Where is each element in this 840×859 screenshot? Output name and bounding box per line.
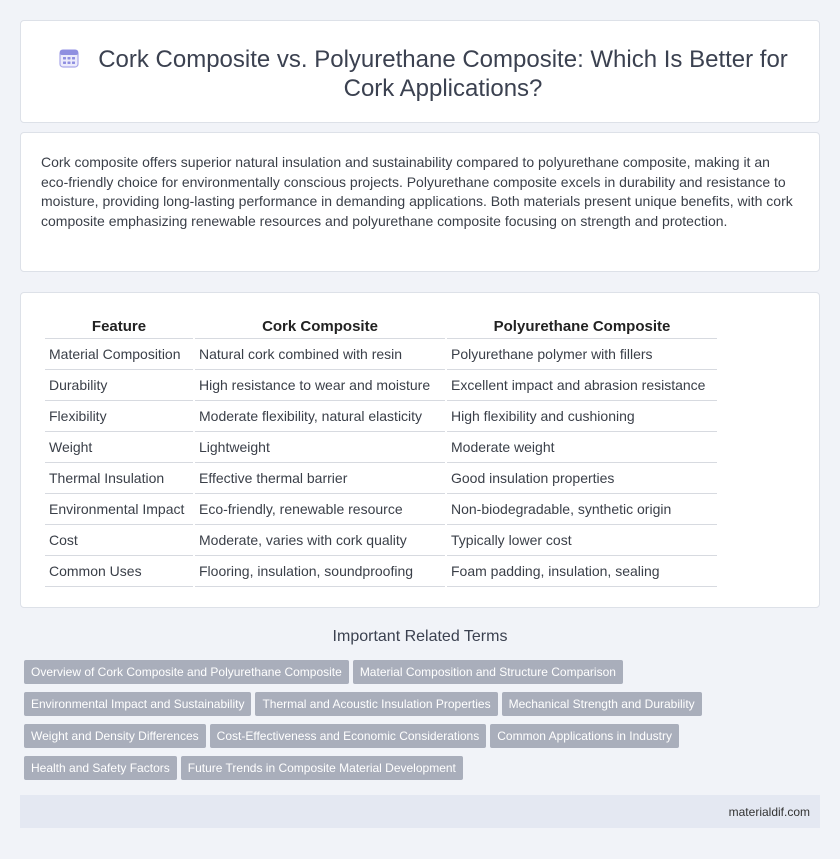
table-cell: Excellent impact and abrasion resistance	[447, 370, 717, 401]
related-term-tag[interactable]: Environmental Impact and Sustainability	[24, 692, 251, 716]
related-term-tag[interactable]: Weight and Density Differences	[24, 724, 206, 748]
related-term-tag[interactable]: Future Trends in Composite Material Development	[181, 756, 463, 780]
table-cell: Cost	[45, 525, 193, 556]
table-row	[45, 556, 717, 587]
table-cell: Material Composition	[45, 339, 193, 370]
related-term-tag[interactable]: Common Applications in Industry	[490, 724, 679, 748]
related-term-tag[interactable]: Material Composition and Structure Comparison	[353, 660, 623, 684]
table-cell: Natural cork combined with resin	[195, 339, 445, 370]
column-header: Polyurethane Composite	[447, 315, 717, 339]
table-row	[45, 401, 717, 432]
table-cell: Weight	[45, 432, 193, 463]
table-cell: Non-biodegradable, synthetic origin	[447, 494, 717, 525]
table-cell: Moderate flexibility, natural elasticity	[195, 401, 445, 432]
related-terms-list	[24, 660, 804, 788]
table-cell: Effective thermal barrier	[195, 463, 445, 494]
table-cell: High resistance to wear and moisture	[195, 370, 445, 401]
table-cell: Flooring, insulation, soundproofing	[195, 556, 445, 587]
table-row	[45, 370, 717, 401]
table-row	[45, 525, 717, 556]
table-cell: Moderate, varies with cork quality	[195, 525, 445, 556]
table-cell: Environmental Impact	[45, 494, 193, 525]
related-term-tag[interactable]: Cost-Effectiveness and Economic Considerations	[210, 724, 487, 748]
related-term-tag[interactable]: Mechanical Strength and Durability	[502, 692, 702, 716]
table-header-row	[45, 315, 717, 339]
table-cell: Thermal Insulation	[45, 463, 193, 494]
table-row	[45, 494, 717, 525]
table-cell: Common Uses	[45, 556, 193, 587]
table-cell: Lightweight	[195, 432, 445, 463]
related-term-tag[interactable]: Overview of Cork Composite and Polyurethane Composite	[24, 660, 349, 684]
column-header: Feature	[45, 315, 193, 339]
calendar-icon	[58, 47, 80, 69]
comparison-table	[43, 315, 719, 587]
table-cell: Foam padding, insulation, sealing	[447, 556, 717, 587]
table-row	[45, 339, 717, 370]
comparison-card	[20, 292, 820, 608]
intro-paragraph: Cork composite offers superior natural insulation and sustainability compared to polyurethane composite, making it an eco-friendly choice for environmentally conscious projects. Polyurethane composite excels in durability and resistance to moisture, providing long-lasting performance in demanding applications. Both materials present unique benefits, with cork composite emphasizing renewable resources and polyurethane composite focusing on strength and protection.	[41, 154, 793, 229]
column-header: Cork Composite	[195, 315, 445, 339]
table-cell: Moderate weight	[447, 432, 717, 463]
title-card	[20, 20, 820, 123]
table-cell: Good insulation properties	[447, 463, 717, 494]
table-cell: Durability	[45, 370, 193, 401]
table-row	[45, 463, 717, 494]
footer-site-link[interactable]: materialdif.com	[728, 805, 810, 819]
table-cell: Typically lower cost	[447, 525, 717, 556]
related-term-tag[interactable]: Thermal and Acoustic Insulation Properties	[255, 692, 497, 716]
table-cell: High flexibility and cushioning	[447, 401, 717, 432]
intro-card	[20, 132, 820, 272]
table-cell: Eco-friendly, renewable resource	[195, 494, 445, 525]
page-title: Cork Composite vs. Polyurethane Composite: Which Is Better for Cork Applications?	[98, 46, 788, 102]
table-cell: Flexibility	[45, 401, 193, 432]
related-terms-heading: Important Related Terms	[332, 628, 508, 645]
footer	[20, 795, 820, 828]
table-row	[45, 432, 717, 463]
table-cell: Polyurethane polymer with fillers	[447, 339, 717, 370]
related-term-tag[interactable]: Health and Safety Factors	[24, 756, 177, 780]
